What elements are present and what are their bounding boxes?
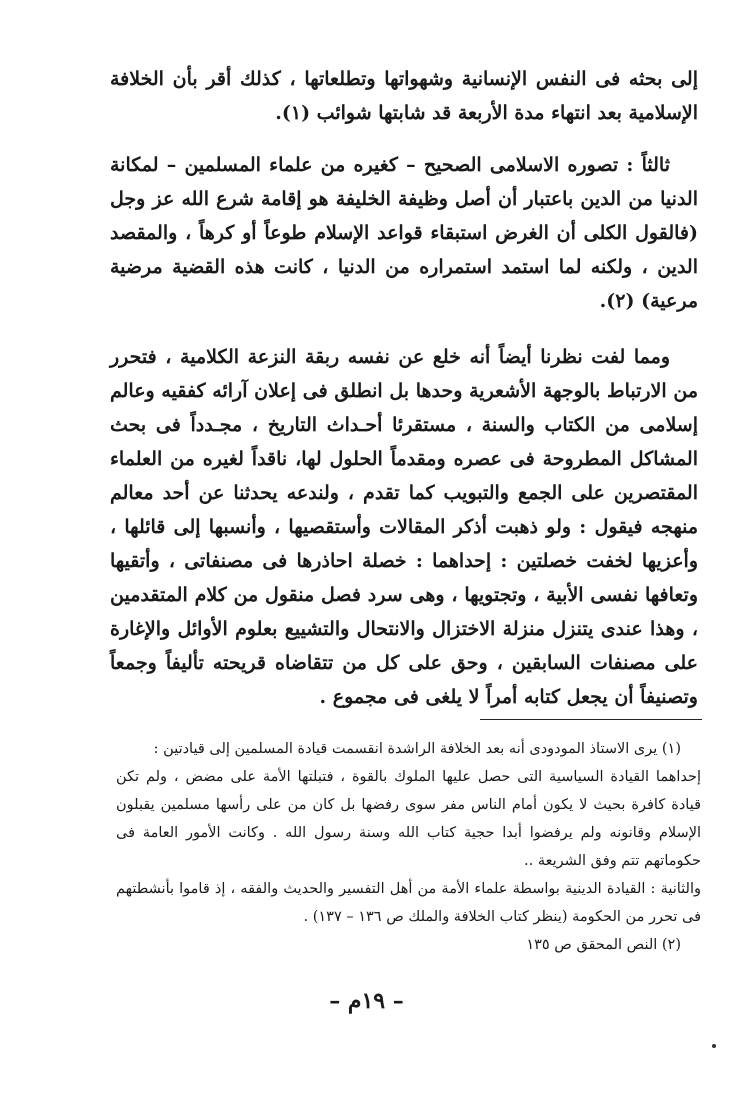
main-text — [110, 62, 698, 714]
paragraph-2-lead: ثالثاً : — [626, 154, 670, 176]
paragraph-3: ومما لفت نظرنا أيضاً أنه خلع عن نفسه ربقة النزعة الكلامية ، فتحرر من الارتباط بالوجهة الأشعرية وحدها بل انطلق فى إعلان آرائه كفقيه وعالم إسلامى من الكتاب والسنة ، مستقرئا أحـداث التاريخ ، مجـدداً فى بحث المشاكل المطروحة فى عصره ومقدماً الحلول لها، ناقداً لغيره من العلماء المقتصرين على الجمع والتبويب كما تقدم ، ولندعه يحدثنا عن أحد معالم منهجه فيقول : ولو ذهبت أذكر المقالات وأستقصيها ، وأنسبها إلى قائلها ، وأعزيها لخفت خصلتين : إحداهما : خصلة احاذرها فى مصنفاتى ، وأتقيها وتعافها نفسى الأبية ، وتجتويها ، وهى سرد فصل منقول من كلام المتقدمين ، وهذا عندى يتنزل منزلة الاختزال والانتحال والتشييع بعلوم الأوائل والإغارة على مصنفات السابقين ، وحق على كل من تتقاضاه قريحته تأليفاً وجمعاً وتصنيفاً أن يجعل كتابه أمراً لا يلغى فى مجموع . — [110, 346, 698, 708]
paragraph-2 — [110, 148, 698, 318]
footnote-1-part-a: إحداهما القيادة السياسية التى حصل عليها الملوك بالقوة ، فتبلتها الأمة على مضض ، ولم تكن قيادة كافرة بحيث لا يكون أمام الناس مفر سوى رفضها بل كان من على رأسها مسلمين يقبلون الإسلام وقانونه ولم يرفضوا أبدا حجية كتاب الله وسنة رسول الله . وكانت الأمور العامة فى حكوماتهم تتم وفق الشريعة .. — [116, 769, 701, 869]
footnote-1-part-b: والثانية : القيادة الدينية بواسطة علماء الأمة من أهل التفسير والحديث والفقه ، إذ قاموا بأنشطتهم فى تحرر من الحكومة (ينظر كتاب الخلافة والملك ص ١٣٦ – ١٣٧) . — [116, 881, 701, 925]
paragraph-2-text: تصوره الاسلامى الصحيح – كغيره من علماء المسلمين – لمكانة الدنيا من الدين باعتبار أن أصل وظيفة الخليفة هو إقامة شرع الله عز وجل (فالقول الكلى أن الغرض استبقاء قواعد الإسلام طوعاً أو كرهاً ، والمقصد الدين ، ولكنه لما استمد استمراره من الدنيا ، كانت هذه القضية مرضية مرعية) (٢). — [110, 154, 698, 312]
page-number: – ١٩م – — [329, 988, 404, 1014]
footnote-2: (٢) النص المحقق ص ١٣٥ — [526, 937, 681, 953]
footnotes — [116, 735, 701, 959]
scan-speck — [712, 1044, 716, 1048]
footnote-divider — [480, 719, 702, 720]
footnote-1: (١) يرى الاستاذ المودودى أنه بعد الخلافة الراشدة انقسمت قيادة المسلمين إلى قيادتين : — [153, 741, 681, 757]
paragraph-1: إلى بحثه فى النفس الإنسانية وشهواتها وتطلعاتها ، كذلك أقر بأن الخلافة الإسلامية بعد انتهاء مدة الأربعة قد شابتها شوائب (١). — [110, 68, 698, 124]
